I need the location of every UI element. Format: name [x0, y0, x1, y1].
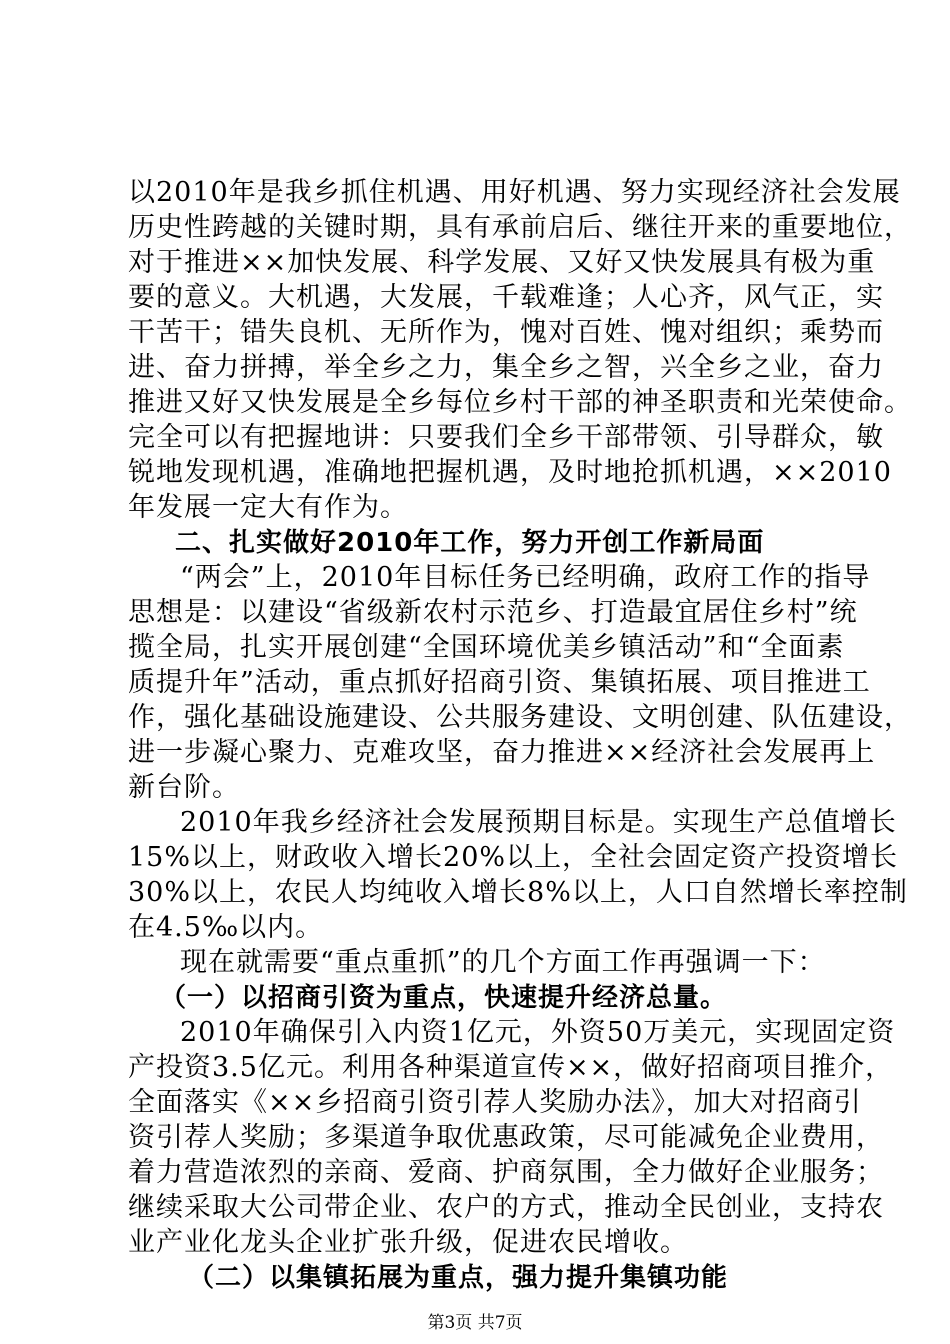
- paragraph-line: 完全可以有把握地讲：只要我们全乡干部带领、引导群众，敏: [128, 422, 884, 453]
- subsection-heading: （二）以集镇拓展为重点，强力提升集镇功能: [188, 1263, 729, 1293]
- paragraph-line: 15%以上，财政收入增长20%以上，全社会固定资产投资增长: [128, 842, 899, 873]
- paragraph-line: 全面落实《××乡招商引资引荐人奖励办法》，加大对招商引: [128, 1087, 862, 1118]
- paragraph-line: 年发展一定大有作为。: [128, 492, 408, 523]
- paragraph-line: 产投资3.5亿元。利用各种渠道宣传××，做好招商项目推介，: [128, 1052, 894, 1083]
- paragraph-line: 在4.5‰以内。: [128, 912, 324, 943]
- paragraph-line: 思想是：以建设“省级新农村示范乡、打造最宜居住乡村”统: [128, 597, 858, 628]
- paragraph-line: 2010年确保引入内资1亿元，外资50万美元，实现固定资: [180, 1017, 896, 1048]
- paragraph-line: 30%以上，农民人均纯收入增长8%以上，人口自然增长率控制: [128, 877, 908, 908]
- paragraph-line: 新台阶。: [128, 772, 240, 803]
- paragraph-line: 作，强化基础设施建设、公共服务建设、文明创建、队伍建设，: [128, 702, 912, 733]
- paragraph-line: “两会”上，2010年目标任务已经明确，政府工作的指导: [180, 562, 871, 593]
- paragraph-line: 2010年我乡经济社会发展预期目标是。实现生产总值增长: [180, 807, 897, 838]
- paragraph-line: 历史性跨越的关键时期，具有承前启后、继往开来的重要地位，: [128, 212, 912, 243]
- paragraph-line: 现在就需要“重点重抓”的几个方面工作再强调一下：: [180, 947, 826, 978]
- paragraph-line: 以2010年是我乡抓住机遇、用好机遇、努力实现经济社会发展: [128, 177, 901, 208]
- paragraph-line: 推进又好又快发展是全乡每位乡村干部的神圣职责和光荣使命。: [128, 387, 912, 418]
- paragraph-line: 进一步凝心聚力、克难攻坚，奋力推进××经济社会发展再上: [128, 737, 876, 768]
- paragraph-line: 继续采取大公司带企业、农户的方式，推动全民创业，支持农: [128, 1192, 884, 1223]
- paragraph-line: 着力营造浓烈的亲商、爱商、护商氛围，全力做好企业服务；: [128, 1157, 884, 1188]
- paragraph-line: 对于推进××加快发展、科学发展、又好又快发展具有极为重: [128, 247, 876, 278]
- paragraph-line: 进、奋力拼搏，举全乡之力，集全乡之智，兴全乡之业，奋力: [128, 352, 884, 383]
- section-heading: 二、扎实做好2010年工作，努力开创工作新局面: [175, 528, 765, 558]
- page-number: 第3页 共7页: [427, 1313, 523, 1333]
- paragraph-line: 要的意义。大机遇，大发展，千载难逢；人心齐，风气正，实: [128, 282, 884, 313]
- paragraph-line: 锐地发现机遇，准确地把握机遇，及时地抢抓机遇，××2010: [128, 457, 892, 488]
- paragraph-line: 资引荐人奖励；多渠道争取优惠政策，尽可能减免企业费用，: [128, 1122, 884, 1153]
- paragraph-line: 揽全局，扎实开展创建“全国环境优美乡镇活动”和“全面素: [128, 632, 845, 663]
- subsection-heading: （一）以招商引资为重点，快速提升经济总量。: [160, 983, 728, 1013]
- paragraph-line: 业产业化龙头企业扩张升级，促进农民增收。: [128, 1227, 688, 1258]
- paragraph-line: 干苦干；错失良机、无所作为，愧对百姓、愧对组织；乘势而: [128, 317, 884, 348]
- paragraph-line: 质提升年”活动，重点抓好招商引资、集镇拓展、项目推进工: [128, 667, 871, 698]
